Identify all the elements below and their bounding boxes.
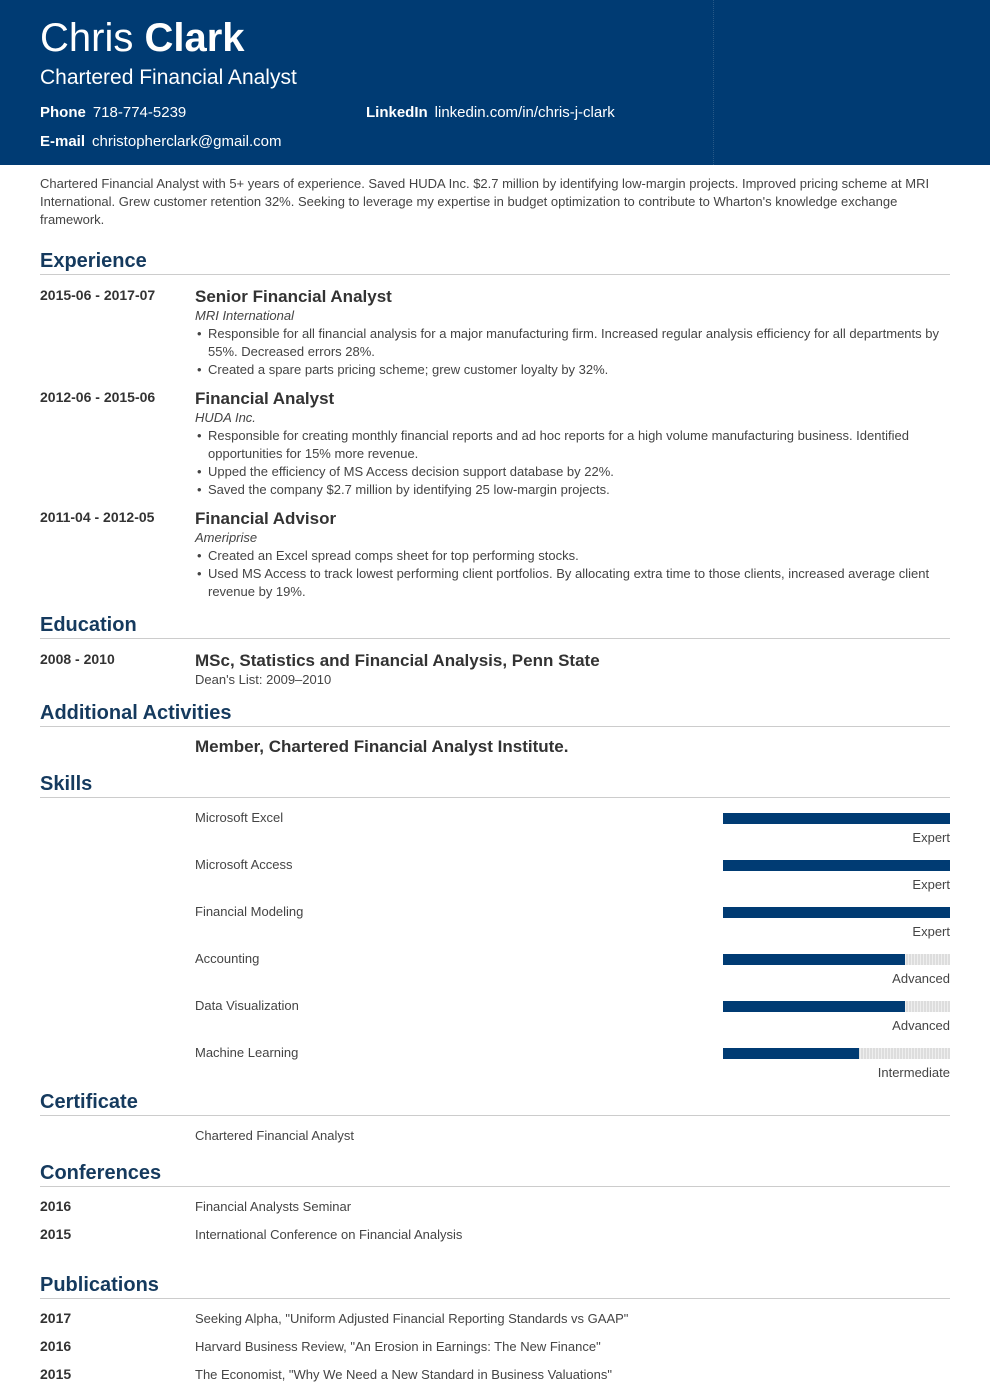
skill-level: Intermediate [877,1065,950,1080]
job-details [195,509,950,601]
skill-bar-track [723,1001,950,1012]
skill-level: Advanced [892,1018,950,1033]
skill-bar-fill [723,907,950,918]
skill-item [195,1043,950,1090]
job-details [195,389,950,499]
skill-meter [723,949,950,996]
conference-title: Financial Analysts Seminar [195,1198,352,1214]
activity-entry [40,737,950,757]
publication-row [40,1332,950,1360]
conferences-list [0,1192,990,1248]
summary: Chartered Financial Analyst with 5+ years of experience. Saved HUDA Inc. $2.7 million by identifying low-margin projects. Improved pricing scheme at MRI International. Grew customer retention 32%. Seeking to leverage my expertise in budget optimization to contribute to Wharton's knowledge exchange framework. [40,176,930,227]
skill-bar-fill [723,954,905,965]
education-entry [40,651,950,689]
education-note: Dean's List: 2009–2010 [195,672,332,687]
conference-title: International Conference on Financial Analysis [195,1226,463,1242]
conference-year: 2016 [40,1198,72,1214]
job-dates: 2015-06 - 2017-07 [40,287,156,303]
education-heading: Education [40,613,950,639]
experience-entry [40,509,950,601]
email [40,133,281,150]
skill-meter [723,855,950,902]
skill-item [195,949,950,996]
certificate-item: Chartered Financial Analyst [195,1127,354,1143]
bullet-item: • Used MS Access to track lowest performing client portfolios. By allocating extra time to those clients, increased average client revenue by 19%. [195,565,950,601]
bullet-list [195,427,950,499]
skill-level: Expert [912,877,950,892]
skill-item [195,996,950,1043]
company: Ameriprise [195,530,258,545]
skill-bar-track [723,813,950,824]
skill-meter [723,808,950,855]
bullet-item: • Upped the efficiency of MS Access decision support database by 22%. [195,463,950,481]
activities-heading: Additional Activities [40,701,950,727]
bullet-list [195,547,950,601]
skill-level: Advanced [892,971,950,986]
job-dates: 2012-06 - 2015-06 [40,389,156,405]
phone-label: Phone [40,104,86,121]
skill-name: Accounting [195,951,260,966]
skill-name: Machine Learning [195,1045,299,1060]
linkedin-link[interactable]: linkedin.com/in/chris-j-clark [434,104,615,121]
job-title: Financial Advisor [195,509,337,528]
publication-year: 2017 [40,1310,72,1326]
experience-entry [40,287,950,379]
skill-name: Financial Modeling [195,904,304,919]
education-dates: 2008 - 2010 [40,651,115,667]
job-dates: 2011-04 - 2012-05 [40,509,155,525]
email-label: E-mail [40,133,86,150]
skill-meter [723,902,950,949]
experience-list [0,287,990,601]
job-title: Chartered Financial Analyst [40,66,297,89]
linkedin [366,104,615,121]
bullet-item: • Saved the company $2.7 million by identifying 25 low-margin projects. [195,481,950,499]
job-details [195,287,950,379]
conference-row [40,1192,950,1220]
skill-bar-fill [723,1001,905,1012]
bullet-item: • Responsible for all financial analysis for a major manufacturing firm. Increased regular analysis efficiency for all departments by 55%. Decreased errors 28%. [195,325,950,361]
email-link[interactable]: christopherclark@gmail.com [92,133,282,150]
skill-bar-track [723,907,950,918]
skill-bar-track [723,1048,950,1059]
bullet-item: • Responsible for creating monthly financial reports and ad hoc reports for a high volume manufacturing business. Identified opportunities for 15% more revenue. [195,427,950,463]
certificate-heading: Certificate [40,1090,950,1116]
skill-name: Microsoft Access [195,857,293,872]
company: MRI International [195,308,294,323]
experience-entry [40,389,950,499]
first-name: Chris [40,16,134,60]
degree: MSc, Statistics and Financial Analysis, Penn State [195,651,600,670]
publication-year: 2016 [40,1338,72,1354]
publication-row [40,1304,950,1332]
contact-info [40,104,950,174]
company: HUDA Inc. [195,410,256,425]
skill-item [195,902,950,949]
skill-bar-fill [723,860,950,871]
publications-list [0,1304,990,1388]
full-name [40,16,950,60]
skills-heading: Skills [40,772,950,798]
skill-bar-track [723,860,950,871]
activity-item: Member, Chartered Financial Analyst Institute. [195,737,569,756]
bullet-item: • Created an Excel spread comps sheet for top performing stocks. [195,547,950,565]
conference-row [40,1220,950,1248]
skill-name: Data Visualization [195,998,299,1013]
publication-row [40,1360,950,1388]
job-title: Senior Financial Analyst [195,287,392,306]
publication-title: The Economist, "Why We Need a New Standard in Business Valuations" [195,1366,613,1382]
publication-title: Seeking Alpha, "Uniform Adjusted Financial Reporting Standards vs GAAP" [195,1310,629,1326]
job-title: Financial Analyst [195,389,335,408]
bullet-item: • Created a spare parts pricing scheme; grew customer loyalty by 32%. [195,361,950,379]
experience-heading: Experience [40,249,950,275]
publication-title: Harvard Business Review, "An Erosion in Earnings: The New Finance" [195,1338,601,1354]
skill-item [195,808,950,855]
skills-list [0,808,990,1090]
last-name: Clark [144,16,245,60]
skill-level: Expert [912,830,950,845]
skill-level: Expert [912,924,950,939]
conference-year: 2015 [40,1226,72,1242]
skill-meter [723,1043,950,1090]
skill-name: Microsoft Excel [195,810,284,825]
publications-heading: Publications [40,1273,950,1299]
publication-year: 2015 [40,1366,72,1382]
skill-meter [723,996,950,1043]
skill-bar-fill [723,1048,859,1059]
linkedin-label: LinkedIn [366,104,428,121]
resume-header [0,0,990,165]
phone [40,104,186,121]
conferences-heading: Conferences [40,1161,950,1187]
skill-bar-fill [723,813,950,824]
skill-item [195,855,950,902]
certificate-entry [40,1121,950,1149]
bullet-list [195,325,950,379]
phone-value: 718-774-5239 [92,104,187,121]
skill-bar-track [723,954,950,965]
